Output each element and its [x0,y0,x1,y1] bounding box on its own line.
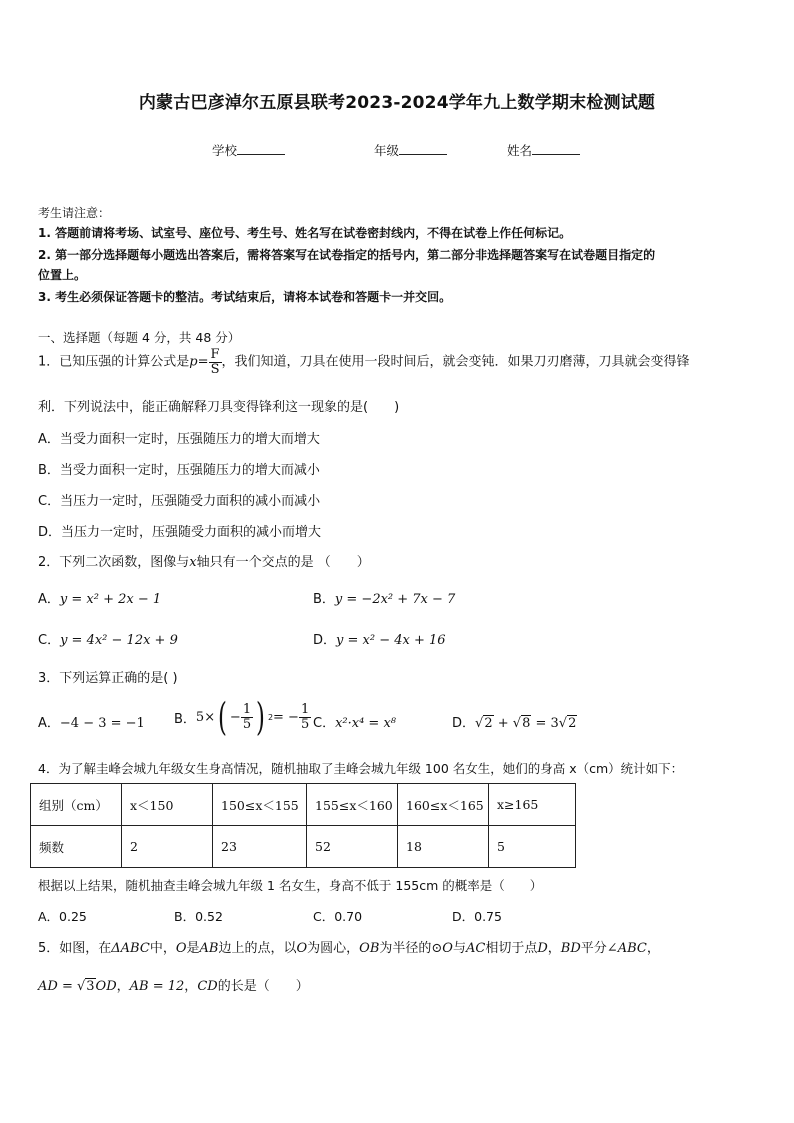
notice-item-2-cont: 位置上。 [38,268,87,282]
question-4-question: 根据以上结果，随机抽查圭峰会城九年级 1 名女生，身高不低于 155cm 的概率是（ ） [38,878,543,893]
notice-item-2: 2. 第一部分选择题每小题选出答案后，需将答案写在试卷指定的括号内，第二部分非选择题答案写在试卷题目指定的 [38,248,656,262]
name-blank [532,142,580,155]
pressure-fraction: $\frac{F}{S}$ [210,347,220,377]
school-blank [237,142,285,155]
question-1-line-2: 利．下列说法中，能正确解释刀具变得锋利这一现象的是( ) [38,400,400,415]
section-heading: 一、选择题（每题 4 分，共 48 分） [38,330,241,345]
table-cell: x≥165 [489,784,576,826]
table-row [31,826,576,868]
question-4-option-b: B．0.52 [174,909,223,924]
school-field [212,141,285,159]
page-title: 内蒙古巴彦淖尔五原县联考2023-2024学年九上数学期末检测试题 [138,93,656,113]
question-2-option-b: B．y = −2x² + 7x − 7 [313,592,456,607]
notice-item-1: 1. 答题前请将考场、试室号、座位号、考生号、姓名写在试卷密封线内，不得在试卷上作任何标记。 [38,226,572,240]
question-2-stem: 2．下列二次函数，图像与x轴只有一个交点的是 （ ） [38,555,370,570]
table-cell: 2 [122,826,213,868]
question-4-option-d: D．0.75 [452,909,502,924]
grade-label: 年级 [374,143,400,158]
right-paren: ) [256,695,265,739]
fraction-one-fifth: $\frac{1}{5}$ [242,701,252,732]
table-cell: 23 [213,826,307,868]
question-2-option-d: D．y = x² − 4x + 16 [313,633,446,648]
question-1-option-a: A．当受力面积一定时，压强随压力的增大而增大 [38,432,320,447]
question-1-option-d: D．当压力一定时，压强随受力面积的减小而增大 [38,525,322,540]
question-3-option-c: C．x²·x⁴ = x⁸ [313,716,396,731]
question-2-option-a: A．y = x² + 2x − 1 [38,592,162,607]
fraction-result: $\frac{1}{5}$ [300,701,310,732]
height-frequency-table [30,783,576,868]
table-cell: 18 [398,826,489,868]
table-cell: x＜150 [122,784,213,826]
table-cell: 5 [489,826,576,868]
question-3-option-d: D．√2 + √8 = 3√2 [452,716,577,731]
left-paren: ( [218,695,227,739]
question-1-option-c: C．当压力一定时，压强随受力面积的减小而减小 [38,494,321,509]
notice-heading: 考生请注意： [38,206,111,220]
notice-item-3: 3. 考生必须保证答题卡的整洁。考试结束后，请将本试卷和答题卡一并交回。 [38,290,452,304]
grade-field [374,141,447,159]
question-1-option-b: B．当受力面积一定时，压强随压力的增大而减小 [38,463,320,478]
question-1-line-1: 1．已知压强的计算公式是p= $\frac{F}{S}$ ，我们知道，刀具在使用一段时间后，就会变钝．如果刀刃磨薄，刀具就会变得锋 [38,347,690,377]
name-field [507,141,580,159]
question-2-option-c: C．y = 4x² − 12x + 9 [38,633,178,648]
grade-blank [399,142,447,155]
table-cell: 组别（cm） [31,784,122,826]
question-5-line-1: 5．如图，在ΔABC中，O是AB边上的点，以O为圆心，OB为半径的⊙O与AC相切于点D，BD平分∠ABC， [38,941,660,956]
question-5-line-2: AD = √3OD，AB = 12，CD的长是（ ） [38,979,309,994]
table-cell: 160≤x＜165 [398,784,489,826]
table-cell: 150≤x＜155 [213,784,307,826]
question-3-option-a: A．−4 − 3 = −1 [38,716,145,731]
question-4-option-c: C．0.70 [313,909,363,924]
table-cell: 频数 [31,826,122,868]
table-cell: 52 [307,826,398,868]
school-label: 学校 [212,143,238,158]
question-4-option-a: A．0.25 [38,909,87,924]
question-3-option-b: B． 5× ( − $\frac{1}{5}$ ) 2 = − $\frac{1}{5}$ [174,695,310,739]
table-row [31,784,576,826]
question-3-stem: 3．下列运算正确的是( ) [38,671,178,686]
table-cell: 155≤x＜160 [307,784,398,826]
question-4-stem: 4．为了解圭峰会城九年级女生身高情况，随机抽取了圭峰会城九年级 100 名女生，她们的身高 x（cm）统计如下： [38,761,684,776]
name-label: 姓名 [507,143,533,158]
